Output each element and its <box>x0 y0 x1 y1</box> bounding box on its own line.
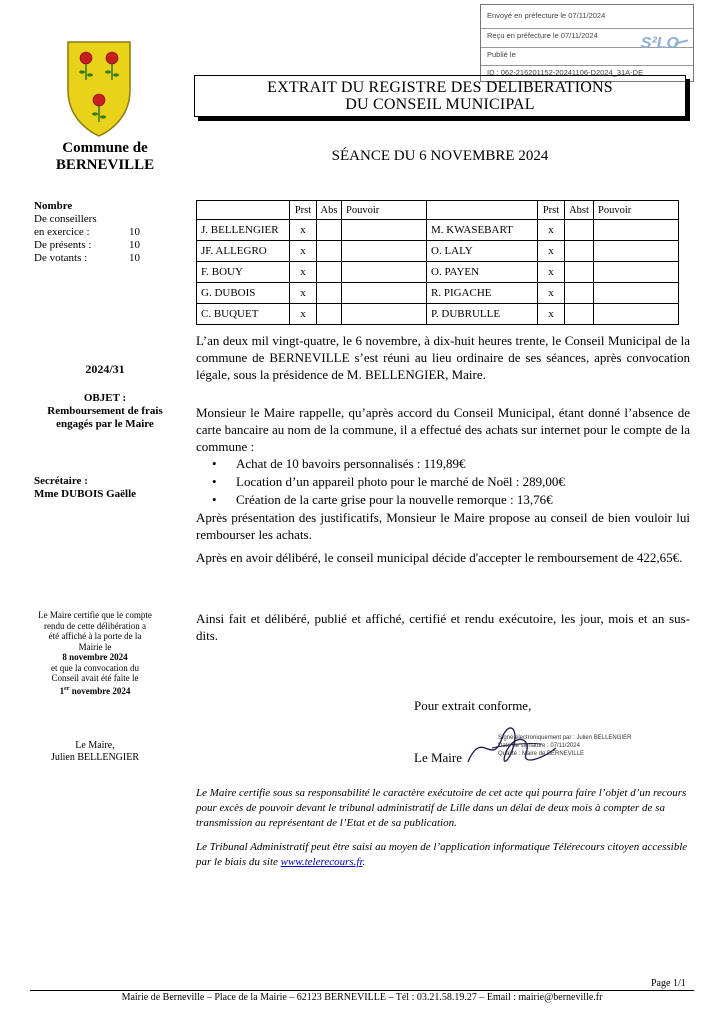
maire-sidebar <box>32 740 158 764</box>
exercice-value: 10 <box>129 226 140 238</box>
s2lo-logo: S²LO <box>640 35 679 52</box>
present-mark: x <box>538 283 565 304</box>
present-mark: x <box>538 241 565 262</box>
member-name: F. BOUY <box>197 262 290 283</box>
table-header <box>197 201 679 220</box>
electronic-signature <box>498 734 631 758</box>
title-line-2: DU CONSEIL MUNICIPAL <box>345 96 535 113</box>
present-mark: x <box>538 304 565 325</box>
stamp-published: Publié le <box>487 50 516 59</box>
present-mark: x <box>290 220 317 241</box>
secretaire-label: Secrétaire : <box>34 475 88 487</box>
table-row <box>197 241 679 262</box>
proposal-paragraph: Après présentation des justificatifs, Monsieur le Maire propose au conseil de bien vouloir lui rembourser les achats. <box>196 510 690 542</box>
certif-line: Le Maire certifie que le compte <box>38 610 152 620</box>
footer-divider <box>30 990 694 991</box>
extrait-conforme: Pour extrait conforme, <box>414 698 532 713</box>
present-mark: x <box>290 262 317 283</box>
table-row <box>197 220 679 241</box>
header-prst: Prst <box>290 201 317 220</box>
commune-name: BERNEVILLE <box>55 157 155 173</box>
header-abs: Abs <box>317 201 342 220</box>
certif-line: Conseil avait été faite le <box>51 673 139 683</box>
member-name: G. DUBOIS <box>197 283 290 304</box>
list-item: • Achat de 10 bavoirs personnalisés : 119,89€ <box>196 455 690 473</box>
exercice-label: en exercice : <box>34 226 90 238</box>
certif-line: et que la convocation du <box>51 662 139 673</box>
present-mark: x <box>290 304 317 325</box>
purchase-list <box>196 455 690 509</box>
member-name: JF. ALLEGRO <box>197 241 290 262</box>
main-body <box>196 404 690 566</box>
counts-sub: De conseillers <box>34 213 97 225</box>
present-mark: x <box>538 262 565 283</box>
list-item: • Création de la carte grise pour la nouvelle remorque : 13,76€ <box>196 491 690 509</box>
presents-label: De présents : <box>34 239 92 251</box>
stamp-sent: Envoyé en préfecture le 07/11/2024 <box>487 11 606 20</box>
objet-label: OBJET : <box>83 392 127 404</box>
coat-of-arms-icon <box>64 38 134 138</box>
stamp-received: Reçu en préfecture le 07/11/2024 <box>487 31 598 40</box>
maire-name: Julien BELLENGIER <box>50 752 140 763</box>
recall-paragraph: Monsieur le Maire rappelle, qu’après accord du Conseil Municipal, étant donné l’absence de carte bancaire au nom de la commune, il a effectué des achats sur internet pour le compte de la commune : <box>196 405 690 454</box>
list-item: • Location d’un appareil photo pour le marché de Noël : 289,00€ <box>196 473 690 491</box>
table-row <box>197 283 679 304</box>
certification-block <box>32 610 158 696</box>
intro-paragraph: L’an deux mil vingt-quatre, le 6 novembre, à dix-huit heures trente, le Conseil Municipal de la commune de BERNEVILLE s’est réuni au lieu ordinaire de ses séances, après convocation légale, sous la présidence de M. BELLENGIER, Maire. <box>196 333 690 382</box>
certif-line: rendu de cette délibération a <box>44 620 146 631</box>
legal-notice: Le Maire certifie sous sa responsabilité le caractère exécutoire de cet acte qui pourra faire l’objet d’un recours pour excès de pouvoir devant le tribunal administratif de Lille dans un délai de deux mois à compter de sa transmission au représentant de l’Etat et de sa publication. <box>196 787 687 829</box>
counts-heading: Nombre <box>34 200 73 212</box>
prefecture-stamp <box>480 4 694 82</box>
secretaire-block <box>34 475 174 501</box>
table-row <box>197 262 679 283</box>
certif-line: été affiché à la porte de la <box>48 631 142 641</box>
page-number: Page 1/1 <box>651 978 686 989</box>
votants-label: De votants : <box>34 252 88 264</box>
objet-block <box>40 392 170 431</box>
present-mark: x <box>538 220 565 241</box>
member-counts <box>34 200 154 265</box>
maire-label: Le Maire, <box>75 740 115 751</box>
document-title <box>194 75 686 117</box>
member-name: M. KWASEBART <box>427 220 538 241</box>
stamp-id: ID : 062-216201152-20241106-D2024_31A-DE <box>487 68 644 77</box>
present-mark: x <box>290 283 317 304</box>
decision-paragraph: Après en avoir délibéré, le conseil municipal décide d'accepter le remboursement de 422,65€. <box>196 550 683 565</box>
table-row <box>197 304 679 325</box>
present-mark: x <box>290 241 317 262</box>
member-name: R. PIGACHE <box>427 283 538 304</box>
closing-paragraph: Ainsi fait et délibéré, publié et affiché, certifié et rendu exécutoire, les jour, mois et an sus-dits. <box>196 611 690 643</box>
member-name: J. BELLENGIER <box>197 220 290 241</box>
member-name: O. PAYEN <box>427 262 538 283</box>
deliberation-number: 2024/31 <box>85 362 125 376</box>
header-pouvoir: Pouvoir <box>342 201 427 220</box>
attendance-table <box>196 200 679 325</box>
member-name: O. LALY <box>427 241 538 262</box>
header-abst: Abst <box>565 201 594 220</box>
telerecours-notice: Le Tribunal Administratif peut être saisi au moyen de l’application informatique Télérecours citoyen accessible par le biais du site www.telerecours.fr. <box>196 841 688 868</box>
member-name: P. DUBRULLE <box>427 304 538 325</box>
title-line-1: EXTRAIT DU REGISTRE DES DELIBERATIONS <box>267 79 613 96</box>
display-date: 8 novembre 2024 <box>62 652 128 662</box>
presents-value: 10 <box>129 239 140 251</box>
signature-date: Date de signature : 07/11/2024 <box>498 743 580 749</box>
header-pouvoir-right: Pouvoir <box>594 201 679 220</box>
member-name: C. BUQUET <box>197 304 290 325</box>
secretaire-name: Mme DUBOIS Gaëlle <box>34 488 137 500</box>
le-maire-label: Le Maire <box>414 750 463 765</box>
seance-date: SÉANCE DU 6 NOVEMBRE 2024 <box>331 148 549 164</box>
signature-quality: Qualité : Maire de BERNEVILLE <box>498 751 585 757</box>
signature-signer: Signé électroniquement par : Julien BELLENGIER <box>498 735 632 741</box>
votants-value: 10 <box>129 252 140 264</box>
commune-label: Commune de <box>62 140 148 156</box>
certif-line: Mairie le <box>78 641 112 652</box>
telerecours-link[interactable]: www.telerecours.fr <box>280 856 363 868</box>
convocation-date: 1er novembre 2024 <box>59 685 131 696</box>
objet-text: Remboursement de frais engagés par le Maire <box>47 405 163 430</box>
commune-block <box>40 140 170 174</box>
footer-address: Mairie de Berneville – Place de la Mairie – 62123 BERNEVILLE – Tél : 03.21.58.19.27 – Email : mairie@berneville.fr <box>121 992 603 1003</box>
header-prst-right: Prst <box>538 201 565 220</box>
